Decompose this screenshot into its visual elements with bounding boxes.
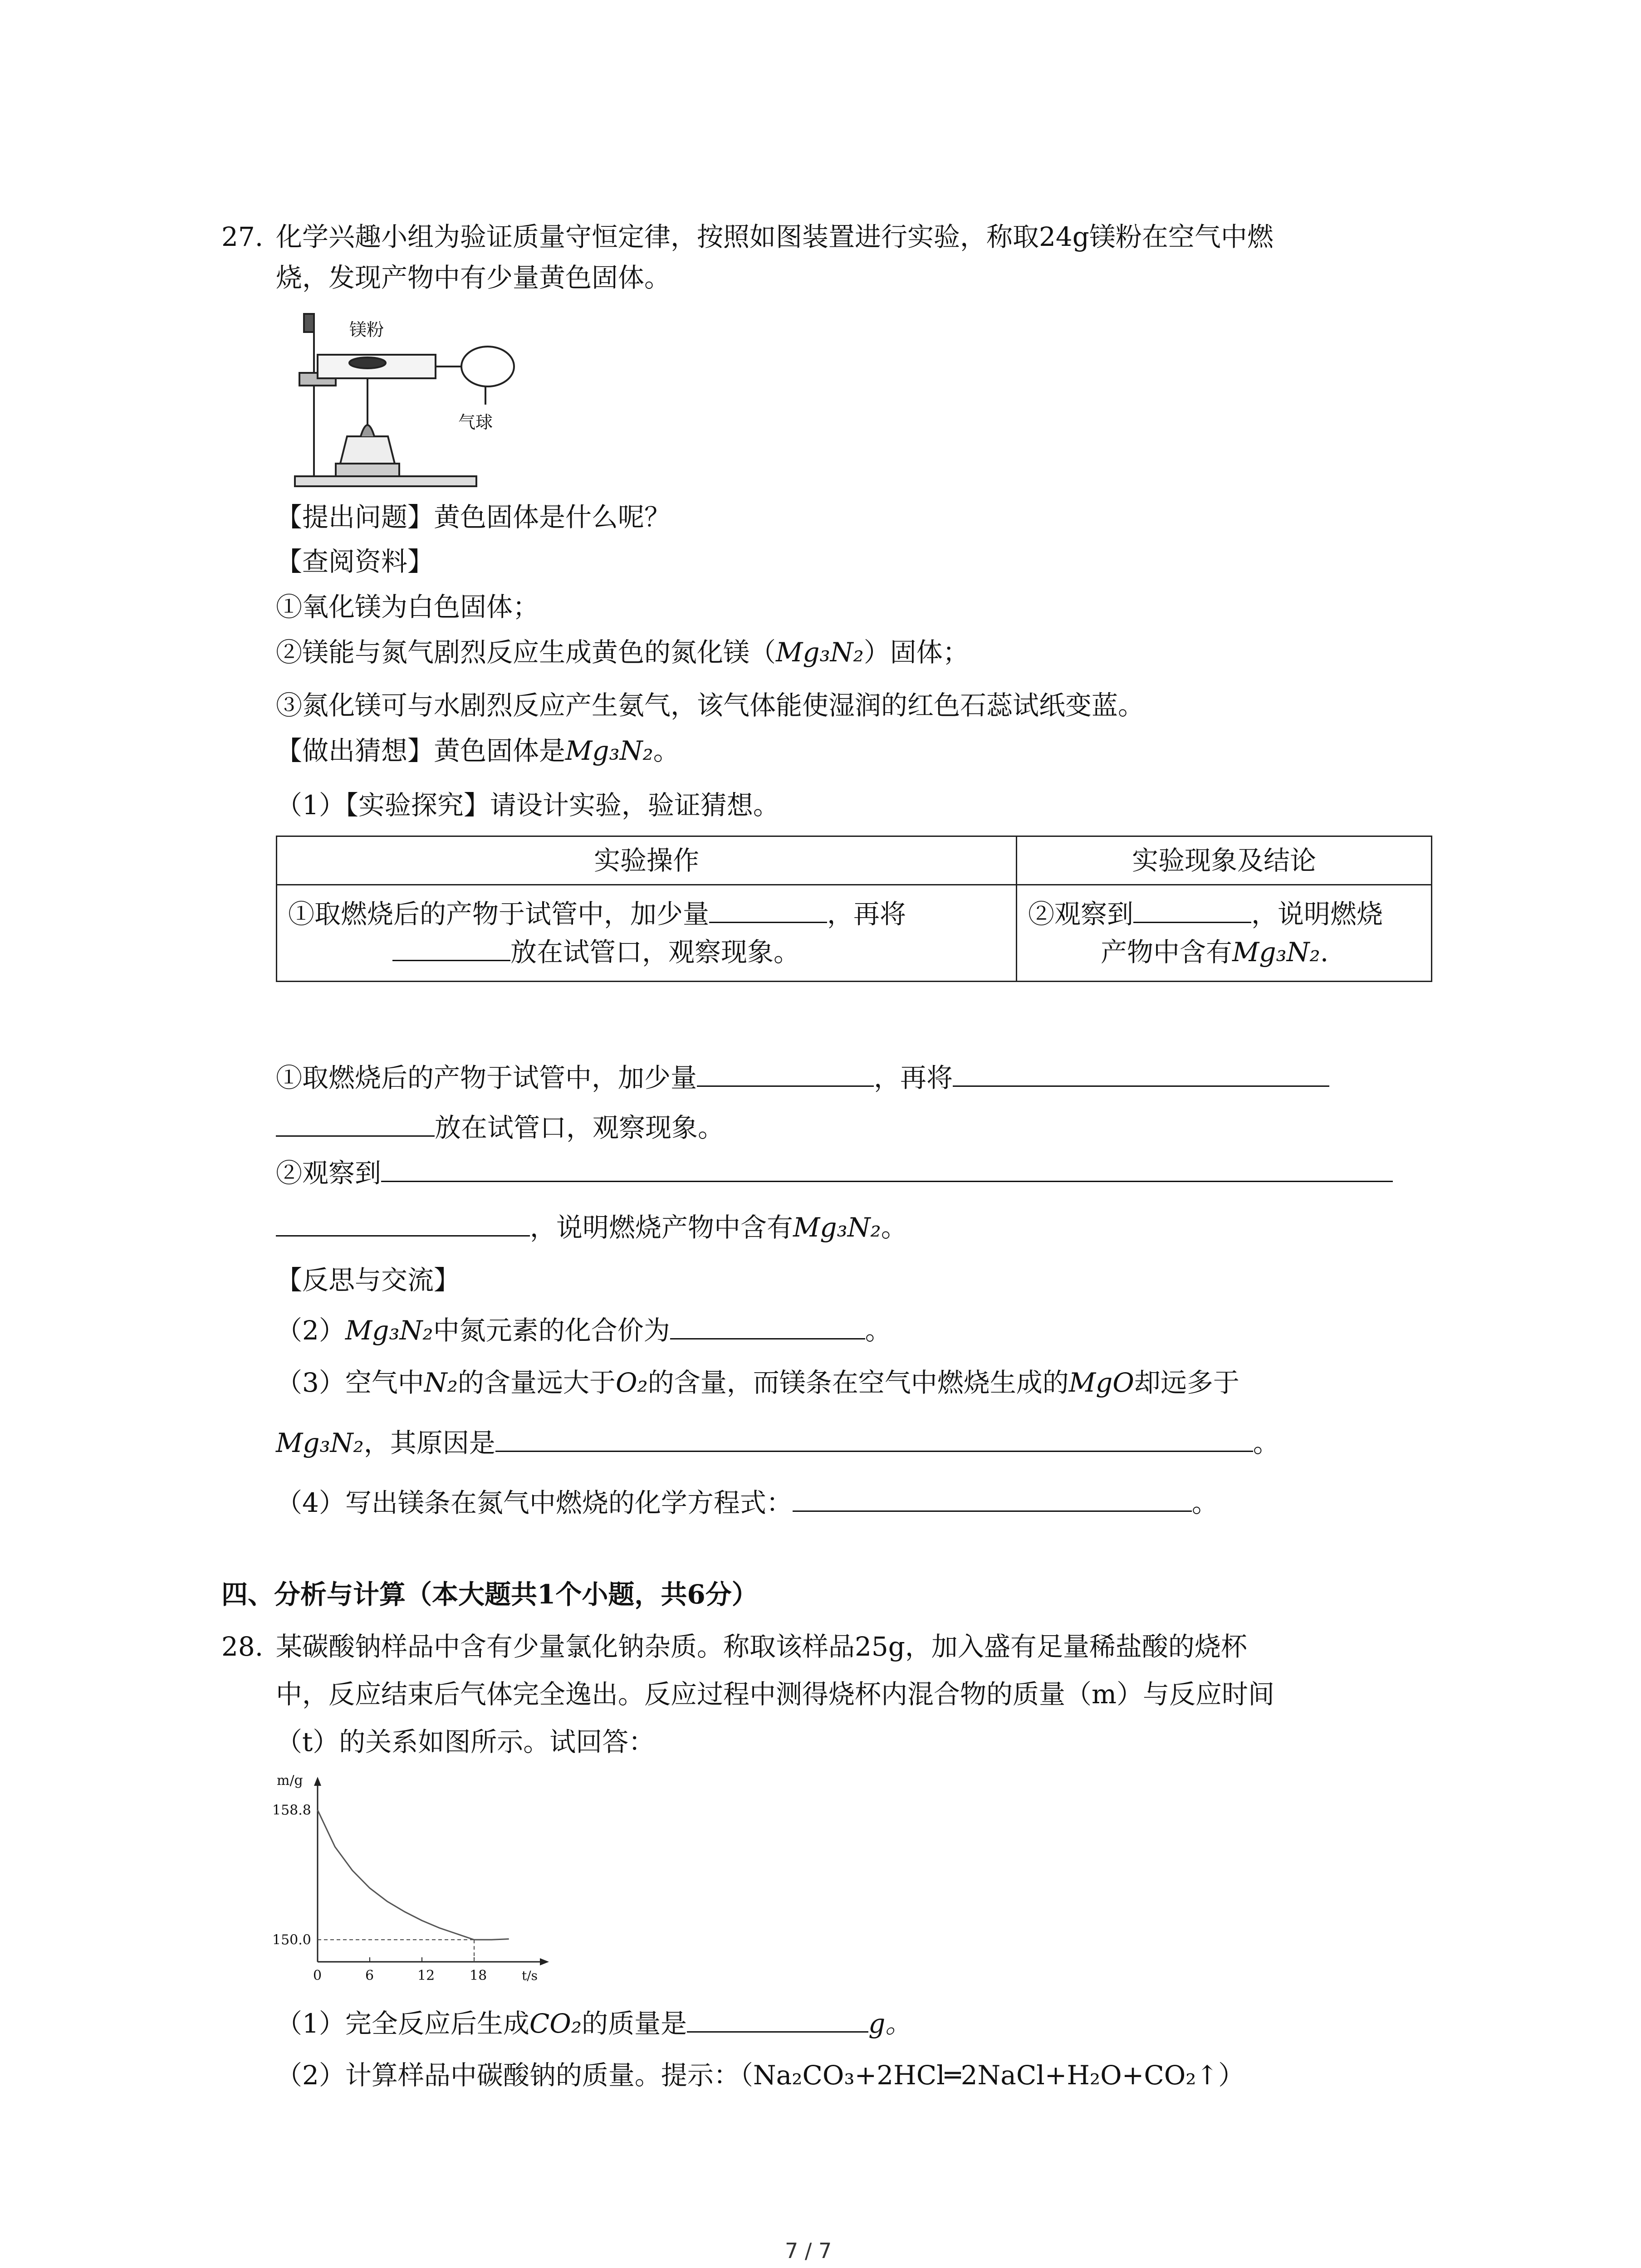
label-balloon: 气球	[458, 412, 493, 432]
x-axis-arrow	[540, 1958, 549, 1965]
question-text: 烧，发现产物中有少量黄色固体。	[276, 262, 671, 293]
formula: O₂	[615, 1367, 648, 1398]
answer-line	[276, 1209, 907, 1246]
text: 。	[865, 1315, 892, 1346]
text: ，说明燃烧产物中含有	[530, 1212, 794, 1243]
text: 的质量是	[582, 2008, 687, 2039]
table-cell-operation	[277, 885, 1017, 982]
answer-line	[276, 1154, 1393, 1191]
answer-blank[interactable]	[381, 1154, 1393, 1182]
sub-question	[276, 1312, 892, 1349]
formula: Mg₃N₂	[276, 1427, 364, 1458]
reference-item: ③氮化镁可与水剧烈反应产生氨气，该气体能使湿润的红色石蕊试纸变蓝。	[276, 690, 1145, 721]
question-text: （t）的关系如图所示。试回答：	[276, 1726, 655, 1757]
text: ②观察到	[1028, 899, 1134, 929]
y-tick-label: 150.0	[272, 1932, 311, 1948]
text: ②观察到	[276, 1158, 382, 1188]
sub-question	[276, 1364, 1239, 1401]
answer-blank[interactable]	[392, 934, 510, 961]
series-line	[318, 1810, 509, 1940]
apparatus-figure	[272, 305, 526, 495]
formula: Mg₃N₂	[565, 735, 653, 766]
answer-blank[interactable]	[495, 1424, 1253, 1452]
text: 放在试管口，观察现象。	[510, 937, 800, 968]
text: （4）写出镁条在氮气中燃烧的化学方程式：	[276, 1487, 793, 1518]
formula: MgO	[1068, 1367, 1134, 1398]
text: 。	[881, 1212, 907, 1243]
y-axis-label: m/g	[277, 1773, 303, 1789]
question-text: 某碳酸钠样品中含有少量氯化钠杂质。称取该样品25g，加入盛有足量稀盐酸的烧杯	[276, 1631, 1247, 1662]
reference-item: ①氧化镁为白色固体；	[276, 591, 539, 622]
text: .	[1320, 937, 1329, 968]
x-axis-label: t/s	[522, 1968, 538, 1983]
text: 产物中含有	[1101, 937, 1233, 968]
answer-line	[276, 1059, 1329, 1096]
mass-time-chart	[268, 1767, 558, 1994]
text: （1）完全反应后生成	[276, 2008, 529, 2039]
label-magnesium-powder: 镁粉	[349, 320, 384, 340]
experiment-table	[276, 836, 1432, 982]
x-tick-label: 18	[470, 1968, 487, 1984]
formula: Mg₃N₂	[345, 1315, 433, 1346]
formula: N₂	[424, 1367, 458, 1398]
reference-item	[276, 634, 969, 670]
section-heading: 【反思与交流】	[276, 1265, 460, 1295]
section-title: 四、分析与计算（本大题共1个小题，共6分）	[221, 1579, 758, 1610]
text: ，其原因是	[363, 1427, 495, 1458]
text: （2）	[276, 1315, 345, 1346]
text: ②镁能与氮气剧烈反应生成黄色的氮化镁（	[276, 637, 776, 668]
text: （3）空气中	[276, 1367, 424, 1398]
text: ，再将	[874, 1062, 953, 1093]
x-tick-label: 12	[417, 1968, 435, 1984]
formula: Mg₃N₂	[1232, 937, 1320, 968]
sub-question: （1）【实验探究】请设计实验，验证猜想。	[276, 790, 779, 821]
question-text: 化学兴趣小组为验证质量守恒定律，按照如图装置进行实验，称取24g镁粉在空气中燃	[276, 221, 1274, 252]
x-tick-label: 0	[313, 1968, 322, 1984]
table-cell-result	[1017, 885, 1432, 982]
text: ）固体；	[863, 637, 969, 668]
text: 放在试管口，观察现象。	[435, 1112, 725, 1143]
sub-question: （2）计算样品中碳酸钠的质量。提示：（Na₂CO₃+2HCl═2NaCl+H₂O+CO₂↑）	[276, 2060, 1245, 2091]
text: 。	[1253, 1427, 1279, 1458]
text: ，说明燃烧	[1251, 899, 1383, 929]
answer-blank[interactable]	[670, 1312, 865, 1339]
answer-blank[interactable]	[1133, 895, 1251, 923]
sub-question	[276, 2005, 911, 2042]
text: 中氮元素的化合价为	[433, 1315, 670, 1346]
formula: Mg₃N₂	[776, 637, 864, 668]
y-tick-label: 158.8	[272, 1802, 311, 1818]
formula: Mg₃N₂	[793, 1212, 881, 1243]
unit: g。	[868, 2008, 912, 2039]
text: ①取燃烧后的产物于试管中，加少量	[288, 899, 710, 929]
table-header: 实验现象及结论	[1017, 836, 1432, 885]
answer-blank[interactable]	[276, 1209, 530, 1237]
text: ，再将	[827, 899, 906, 929]
question-number: 27.	[221, 221, 264, 252]
section-heading: 【查阅资料】	[276, 546, 434, 577]
sub-question	[276, 1424, 1279, 1461]
answer-blank[interactable]	[697, 1059, 874, 1087]
sub-question	[276, 1484, 1218, 1521]
table-header: 实验操作	[277, 836, 1017, 885]
answer-blank[interactable]	[276, 1109, 435, 1137]
text: 的含量，而镁条在空气中燃烧生成的	[647, 1367, 1069, 1398]
text: 。	[653, 735, 680, 766]
answer-blank[interactable]	[709, 895, 827, 923]
answer-blank[interactable]	[953, 1059, 1329, 1087]
text: 。	[1191, 1487, 1218, 1518]
question-text: 中，反应结束后气体完全逸出。反应过程中测得烧杯内混合物的质量（m）与反应时间	[276, 1679, 1275, 1710]
formula: CO₂	[529, 2008, 582, 2039]
x-tick-label: 6	[365, 1968, 374, 1984]
y-axis-arrow	[314, 1777, 321, 1786]
question-number: 28.	[221, 1631, 264, 1662]
section-heading: 【提出问题】黄色固体是什么呢？	[276, 502, 671, 533]
answer-blank[interactable]	[793, 1484, 1192, 1512]
hypothesis	[276, 733, 680, 769]
text: ①取燃烧后的产物于试管中，加少量	[276, 1062, 697, 1093]
text: 【做出猜想】黄色固体是	[276, 735, 566, 766]
page-number: 7 / 7	[785, 2239, 832, 2263]
text: 却远多于	[1134, 1367, 1239, 1398]
answer-blank[interactable]	[687, 2005, 868, 2033]
text: 的含量远大于	[457, 1367, 616, 1398]
answer-line	[276, 1109, 724, 1146]
